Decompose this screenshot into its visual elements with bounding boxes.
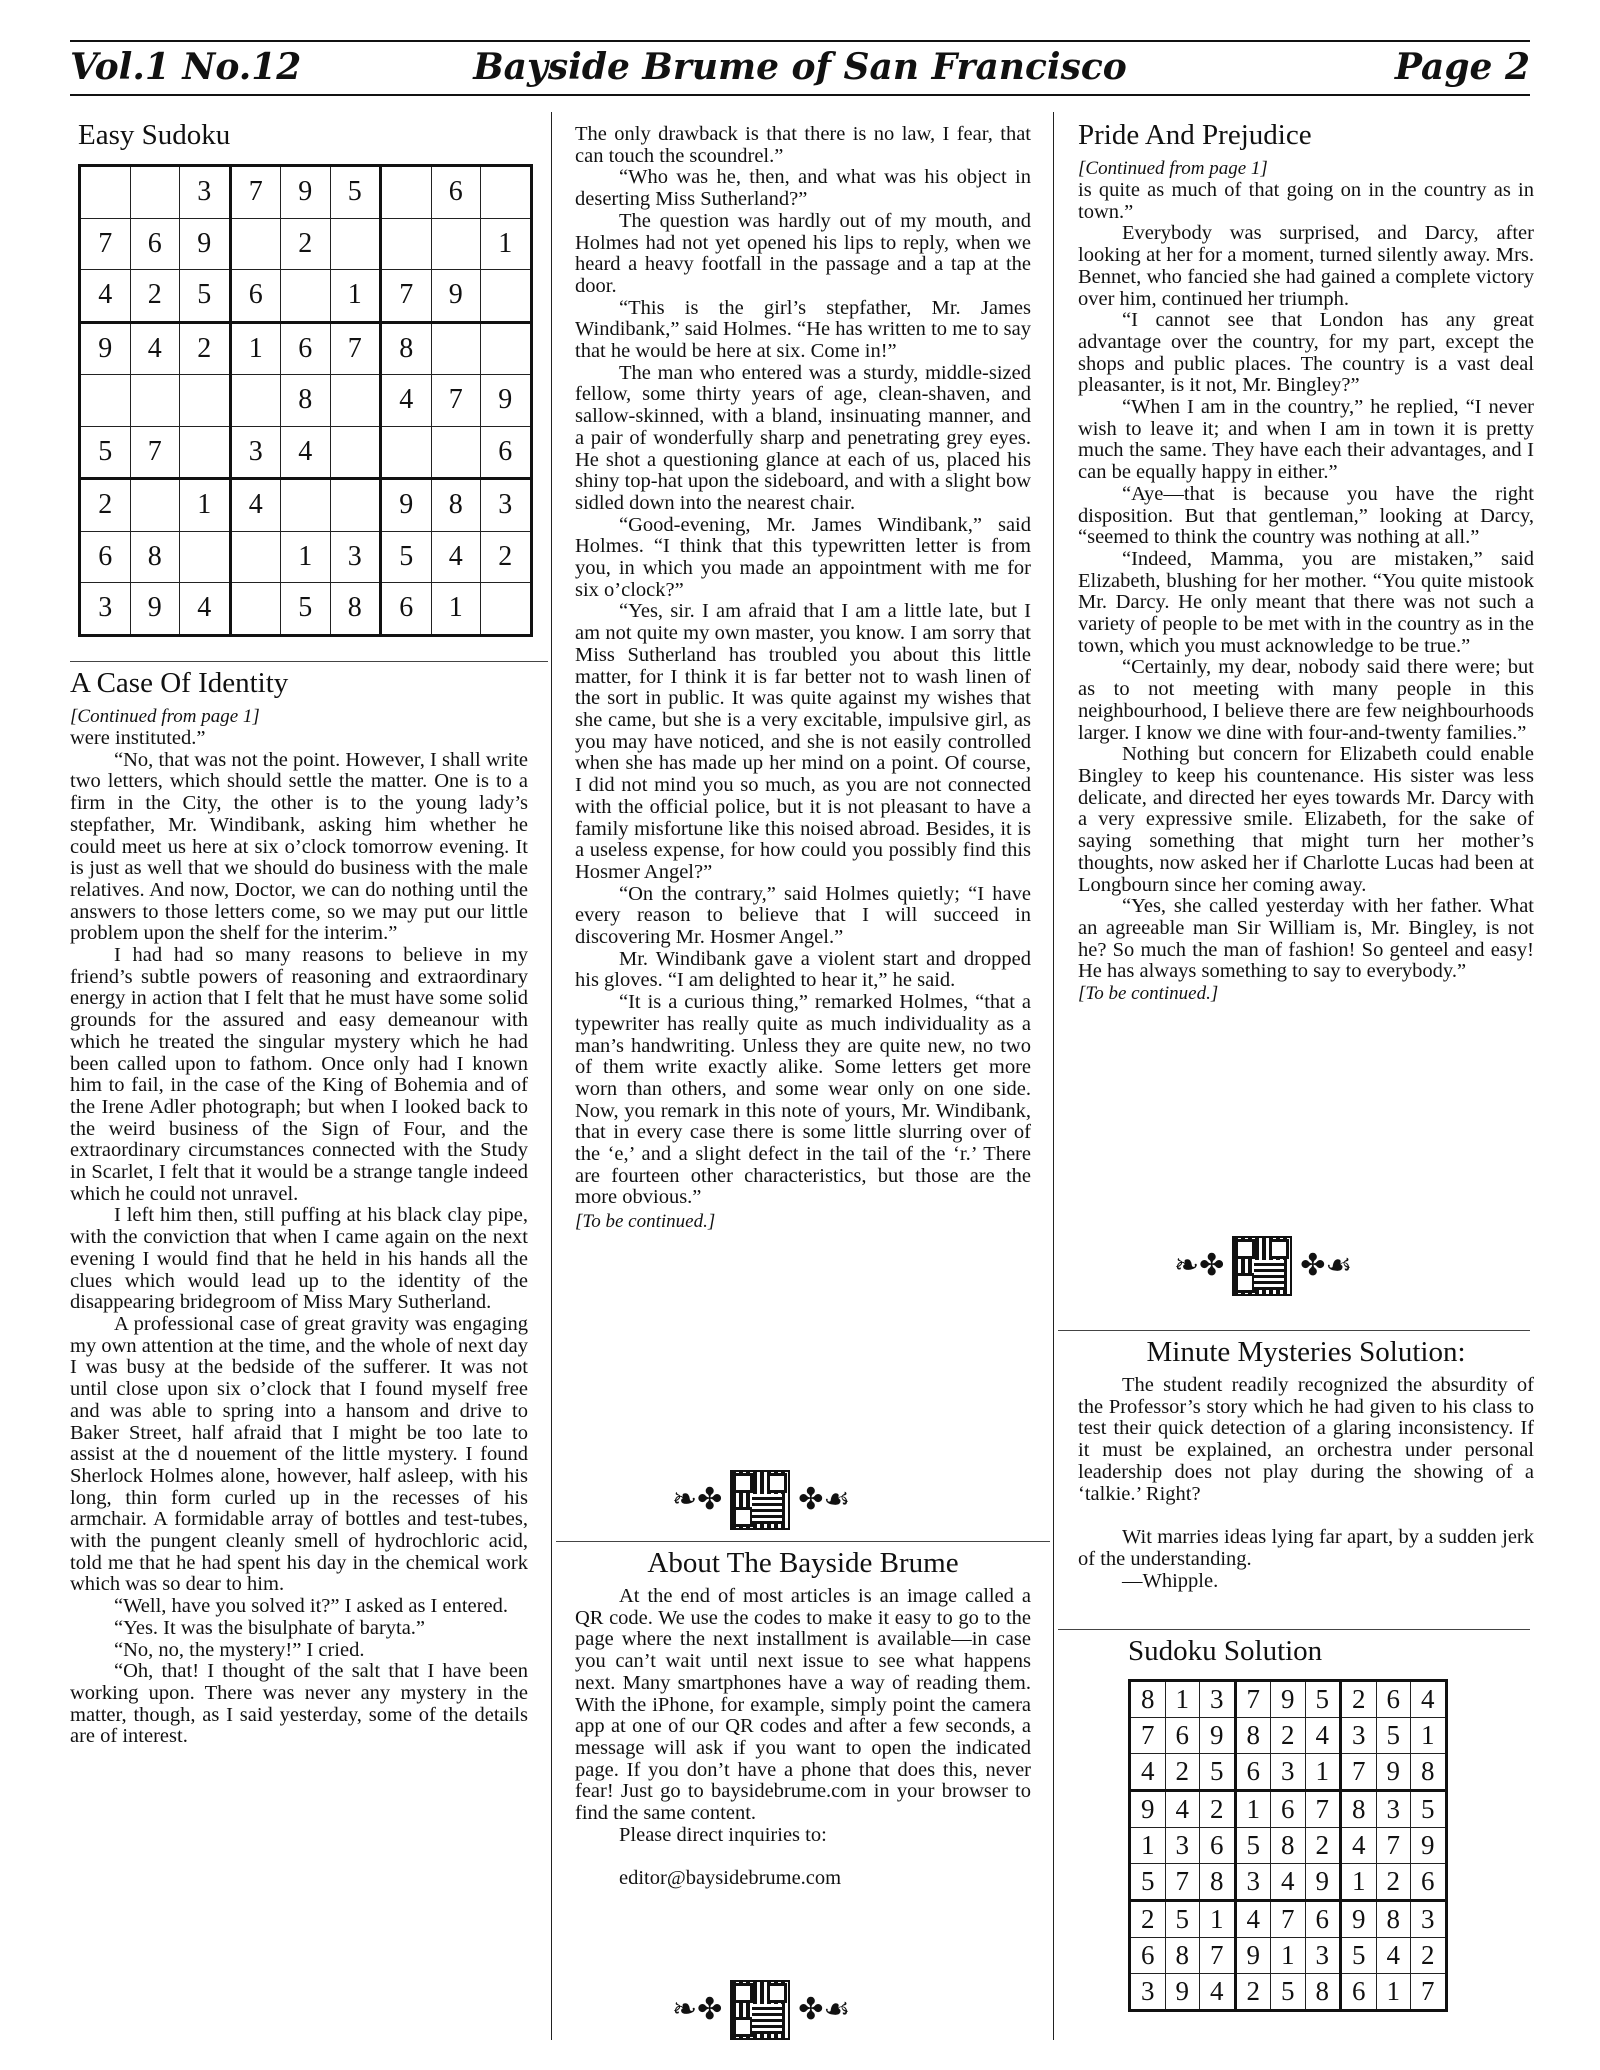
sudoku-cell: [481, 166, 532, 219]
sudoku-cell: 3: [230, 426, 281, 479]
minute-mysteries-section: [1078, 1335, 1534, 1592]
sudoku-cell: 2: [1130, 1901, 1166, 1938]
sudoku-cell: 8: [1376, 1901, 1411, 1938]
sudoku-cell: 7: [381, 270, 432, 323]
sudoku-cell: 7: [230, 166, 281, 219]
sudoku-row: [80, 375, 532, 427]
paragraph: “Yes, sir. I am afraid that I am a little late, but I am not quite my own master, you know. I am sorry that Miss Sutherland has troubled you about this little matter, for I think it is far better not to wash linen of the sort in public. It was quite against my wishes that she came, but she is a very excitable, impulsive girl, as you may have noticed, and she is not easily controlled when she has made up her mind on a point. Of course, I did not mind you so much, as you are not connected with the official police, but it is not pleasant to have a family misfortune like this noised abroad. Besides, it is a useless expense, for how could you possibly find this Hosmer Angel?”: [575, 600, 1031, 883]
paragraph: “Yes, she called yesterday with her father. What an agreeable man Sir William is, Mr. Bingley, is not he? So much the man of fashion! So genteel and easy! He has always something to say to everybody.”: [1078, 895, 1534, 983]
sudoku-cell: 1: [1130, 1828, 1166, 1864]
sudoku-cell: [80, 166, 131, 219]
sudoku-row: [1130, 1828, 1447, 1864]
sudoku-cell: 6: [1411, 1864, 1447, 1901]
sudoku-cell: 2: [1305, 1828, 1341, 1864]
pride-and-prejudice-article: [1078, 118, 1534, 1005]
sudoku-cell: 1: [230, 322, 281, 375]
sudoku-cell: 6: [230, 270, 281, 323]
continued-note: [Continued from page 1]: [70, 706, 260, 727]
paragraph: I left him then, still puffing at his black clay pipe, with the conviction that when I came again on the next evening I would find that he held in his hands all the clues which would lead up to the identity of the disappearing bridegroom of Miss Mary Sutherland.: [70, 1204, 528, 1314]
sudoku-cell: 7: [1411, 1974, 1447, 2011]
paragraph: “Oh, that! I thought of the salt that I have been working upon. There was never any mystery in the matter, though, as I said yesterday, some of the details are of interest.: [70, 1660, 528, 1748]
flourish-left-icon: ❧✤: [672, 1483, 723, 1516]
sudoku-cell: [431, 322, 481, 375]
sudoku-cell: 9: [431, 270, 481, 323]
sudoku-cell: 4: [230, 479, 281, 532]
sudoku-cell: [180, 375, 231, 427]
sudoku-cell: 2: [481, 531, 532, 583]
sudoku-cell: 5: [330, 166, 381, 219]
sudoku-cell: 5: [1200, 1754, 1236, 1791]
sudoku-cell: 8: [1411, 1754, 1447, 1791]
sudoku-cell: 5: [1411, 1791, 1447, 1828]
sudoku-cell: [230, 218, 281, 270]
sudoku-cell: 6: [481, 426, 532, 479]
sudoku-cell: [330, 375, 381, 427]
sudoku-cell: 8: [431, 479, 481, 532]
sudoku-row: [80, 531, 532, 583]
sudoku-cell: 1: [431, 583, 481, 636]
article-body: [70, 728, 528, 1748]
sudoku-cell: 5: [1271, 1974, 1306, 2011]
sudoku-cell: 5: [1130, 1864, 1166, 1901]
sudoku-row: [1130, 1901, 1447, 1938]
paragraph: were instituted.”: [70, 727, 206, 749]
quote-attribution: —Whipple.: [1122, 1569, 1219, 1592]
sudoku-cell: [130, 479, 180, 532]
sudoku-cell: 9: [281, 166, 331, 219]
sudoku-cell: 3: [1376, 1791, 1411, 1828]
paragraph: The question was hardly out of my mouth, and Holmes had not yet opened his lips to reply, when we heard a heavy footfall in the passage and a tap at the door.: [575, 209, 1031, 297]
easy-sudoku-heading: Easy Sudoku: [78, 119, 231, 151]
sudoku-cell: 2: [180, 322, 231, 375]
sudoku-cell: 2: [1165, 1754, 1200, 1791]
sudoku-cell: 5: [80, 426, 131, 479]
sudoku-row: [1130, 1718, 1447, 1754]
sudoku-cell: 8: [1165, 1938, 1200, 1974]
sudoku-cell: [330, 426, 381, 479]
sudoku-cell: 9: [1376, 1754, 1411, 1791]
minute-mysteries-text: The student readily recognized the absurdity of the Professor’s story which he had given to his class to test their quick detection of a glaring inconsistency. If it must be explained, an orchestra under personal leadership does not play during the showing of a ‘talkie.’ Right?: [1078, 1374, 1534, 1505]
sudoku-cell: 3: [180, 166, 231, 219]
paragraph: Everybody was surprised, and Darcy, after looking at her for a moment, turned silently away. Mrs. Bennet, who fancied she had gained a complete victory over him, continued her triumph.: [1078, 222, 1534, 310]
sudoku-cell: 1: [1235, 1791, 1271, 1828]
sudoku-cell: 7: [1235, 1681, 1271, 1718]
sudoku-cell: 4: [431, 531, 481, 583]
sudoku-cell: [431, 218, 481, 270]
paragraph: “Good-evening, Mr. James Windibank,” said Holmes. “I think that this typewritten letter is from you, in which you made an appointment with me for six o’clock?”: [575, 513, 1031, 601]
sudoku-cell: [230, 531, 281, 583]
flourish-right-icon: ✤☙: [1300, 1249, 1353, 1282]
paragraph: “Well, have you solved it?” I asked as I entered.: [114, 1595, 508, 1618]
sudoku-row: [80, 322, 532, 375]
sudoku-row: [80, 426, 532, 479]
sudoku-cell: 6: [1165, 1718, 1200, 1754]
sudoku-cell: 1: [1411, 1718, 1447, 1754]
sudoku-cell: 2: [1271, 1718, 1306, 1754]
sudoku-cell: 1: [1376, 1974, 1411, 2011]
sudoku-row: [80, 270, 532, 323]
paragraph: “Certainly, my dear, nobody said there were; but as to not meeting with many people in this neighbourhood, I believe there are few neighbourhoods larger. I know we dine with four-and-twenty families.”: [1078, 656, 1534, 744]
sudoku-cell: 3: [1305, 1938, 1341, 1974]
paragraph: “No, no, the mystery!” I cried.: [114, 1638, 365, 1661]
sudoku-cell: 6: [1200, 1828, 1236, 1864]
sudoku-cell: 2: [1235, 1974, 1271, 2011]
paragraph: “It is a curious thing,” remarked Holmes, “that a typewriter has really quite as much individuality as a man’s handwriting. Unless they are quite new, no two of them write exactly alike. Some letters get more worn than others, and some wear only on one side. Now, you remark in this note of yours, Mr. Windibank, that in every case there is some little slurring over of the ‘e,’ and a slight defect in the tail of the ‘r.’ There are fourteen other characteristics, but those are the more obvious.”: [575, 991, 1031, 1209]
sudoku-cell: [381, 218, 432, 270]
sudoku-cell: 2: [80, 479, 131, 532]
sudoku-row: [1130, 1938, 1447, 1974]
case-of-identity-continuation: [575, 124, 1031, 1233]
sudoku-cell: 9: [80, 322, 131, 375]
sudoku-cell: 1: [1165, 1681, 1200, 1718]
sudoku-cell: [281, 270, 331, 323]
sudoku-cell: [330, 218, 381, 270]
sudoku-cell: 3: [80, 583, 131, 636]
sudoku-cell: 9: [1271, 1681, 1306, 1718]
sudoku-cell: 9: [1411, 1828, 1447, 1864]
sudoku-cell: 5: [1165, 1901, 1200, 1938]
sudoku-cell: 6: [1376, 1681, 1411, 1718]
paragraph: “When I am in the country,” he replied, “I never wish to leave it; and when I am in town it is pretty much the same. They have each their advantages, and I can be equally happy in either.”: [1078, 396, 1534, 484]
sudoku-cell: 4: [1305, 1718, 1341, 1754]
about-section: [575, 1546, 1031, 1890]
paragraph: “Aye—that is because you have the right disposition. But that gentleman,” looking at Darcy, “seemed to think the country was nothing at all.”: [1078, 482, 1534, 549]
sudoku-row: [80, 166, 532, 219]
sudoku-cell: [180, 531, 231, 583]
sudoku-cell: 4: [180, 583, 231, 636]
email-link[interactable]: editor@baysidebrume.com: [619, 1867, 842, 1890]
sudoku-cell: 7: [1200, 1938, 1236, 1974]
flourish-right-icon: ✤☙: [798, 1993, 851, 2026]
sudoku-cell: 9: [1200, 1718, 1236, 1754]
paragraph: The man who entered was a sturdy, middle-sized fellow, some thirty years of age, clean-shaven, and sallow-skinned, with a bland, insinuating manner, and a pair of wonderfully sharp and penetrating grey eyes. He shot a questioning glance at each of us, placed his shiny top-hat upon the sideboard, and with a slight bow sidled down into the nearest chair.: [575, 361, 1031, 514]
paragraph: Nothing but concern for Elizabeth could enable Bingley to keep his countenance. His sister was less delicate, and directed her eyes towards Mr. Darcy with a very expressive smile. Elizabeth, for the sake of saying something that might turn her mother’s thoughts, now asked her if Charlotte Lucas had been at Longbourn since her coming away.: [1078, 743, 1534, 896]
sudoku-cell: [381, 166, 432, 219]
sudoku-cell: 9: [1341, 1901, 1377, 1938]
paragraph: “Who was he, then, and what was his object in deserting Miss Sutherland?”: [575, 166, 1031, 211]
sudoku-cell: 4: [1376, 1938, 1411, 1974]
sudoku-cell: 8: [281, 375, 331, 427]
sudoku-cell: 7: [130, 426, 180, 479]
sudoku-cell: 2: [281, 218, 331, 270]
sudoku-cell: 4: [381, 375, 432, 427]
page-number: Page 2: [1394, 46, 1530, 88]
paragraph: The only drawback is that there is no law, I fear, that can touch the scoundrel.”: [575, 123, 1031, 167]
sudoku-solution-section: [1128, 1634, 1528, 1674]
sudoku-cell: 4: [1130, 1754, 1166, 1791]
sudoku-cell: 1: [1271, 1938, 1306, 1974]
sudoku-cell: [481, 583, 532, 636]
sudoku-row: [1130, 1974, 1447, 2011]
sudoku-cell: 7: [1271, 1901, 1306, 1938]
sudoku-cell: 4: [130, 322, 180, 375]
sudoku-cell: 8: [1130, 1681, 1166, 1718]
sudoku-cell: 8: [1200, 1864, 1236, 1901]
sudoku-cell: 3: [1411, 1901, 1447, 1938]
article-body-continued: [575, 124, 1031, 1209]
sudoku-row: [80, 218, 532, 270]
sudoku-cell: 9: [1165, 1974, 1200, 2011]
sudoku-cell: 3: [1271, 1754, 1306, 1791]
sudoku-cell: 3: [330, 531, 381, 583]
sudoku-cell: 1: [1200, 1901, 1236, 1938]
qr-code-icon[interactable]: [730, 1980, 790, 2040]
sudoku-cell: 6: [1341, 1974, 1377, 2011]
sudoku-cell: 6: [1271, 1791, 1306, 1828]
sudoku-cell: 2: [130, 270, 180, 323]
easy-sudoku-section: [78, 118, 548, 158]
sudoku-cell: 6: [80, 531, 131, 583]
sudoku-cell: [330, 479, 381, 532]
sudoku-cell: 8: [1341, 1791, 1377, 1828]
paragraph: I had had so many reasons to believe in my friend’s subtle powers of reasoning and extraordinary energy in action that I felt that he must have some solid grounds for the assured and easy demeanour with which he treated the singular mystery which he had been called upon to fathom. Once only had I known him to fail, in the case of the King of Bohemia and of the Irene Adler photograph; but when I looked back to the weird business of the Sign of Four, and the extraordinary circumstances connected with the Study in Scarlet, I felt that it would be a strange tangle indeed which he could not unravel.: [70, 944, 528, 1205]
paragraph: “I cannot see that London has any great advantage over the country, for my part, except the shops and public places. The country is a vast deal pleasanter, is it not, Mr. Bingley?”: [1078, 309, 1534, 397]
flourish-left-icon: ❧✤: [1174, 1249, 1225, 1282]
sudoku-cell: 1: [180, 479, 231, 532]
sudoku-cell: [381, 426, 432, 479]
sudoku-cell: 6: [431, 166, 481, 219]
sudoku-cell: 1: [1305, 1754, 1341, 1791]
sudoku-cell: 1: [1341, 1864, 1377, 1901]
sudoku-cell: 3: [1130, 1974, 1166, 2011]
sudoku-row: [1130, 1791, 1447, 1828]
sudoku-cell: 1: [281, 531, 331, 583]
sudoku-cell: 4: [1341, 1828, 1377, 1864]
sudoku-row: [1130, 1754, 1447, 1791]
sudoku-cell: 5: [1235, 1828, 1271, 1864]
sudoku-cell: [180, 426, 231, 479]
sudoku-cell: 6: [1235, 1754, 1271, 1791]
sudoku-cell: 7: [431, 375, 481, 427]
sudoku-cell: 2: [1341, 1681, 1377, 1718]
section-divider: [1058, 1330, 1530, 1331]
qr-code-icon[interactable]: [1232, 1236, 1292, 1296]
sudoku-row: [80, 583, 532, 636]
minute-mysteries-heading: Minute Mysteries Solution:: [1146, 1336, 1466, 1368]
paragraph: “This is the girl’s stepfather, Mr. James Windibank,” said Holmes. “He has written to me to say that he would be here at six. Come in!”: [575, 296, 1031, 363]
sudoku-cell: [130, 375, 180, 427]
flourish-right-icon: ✤☙: [798, 1483, 851, 1516]
article-body: [1078, 180, 1534, 983]
sudoku-cell: 1: [330, 270, 381, 323]
newspaper-title: Bayside Brume of San Francisco: [473, 46, 1127, 88]
sudoku-cell: [431, 426, 481, 479]
masthead: [70, 40, 1530, 96]
sudoku-cell: [130, 166, 180, 219]
sudoku-cell: 4: [1235, 1901, 1271, 1938]
continued-note: [Continued from page 1]: [1078, 158, 1268, 179]
sudoku-row: [1130, 1864, 1447, 1901]
sudoku-cell: 3: [1341, 1718, 1377, 1754]
sudoku-cell: 7: [1341, 1754, 1377, 1791]
sudoku-cell: [80, 375, 131, 427]
paragraph: Mr. Windibank gave a violent start and dropped his gloves. “I am delighted to hear it,” he said.: [575, 947, 1031, 992]
paragraph: A professional case of great gravity was engaging my own attention at the time, and the whole of next day I was busy at the bedside of the sufferer. It was not until close upon six o’clock that I found myself free and was able to spring into a hansom and drive to Baker Street, half afraid that I might be too late to assist at the d nouement of the little mystery. I found Sherlock Holmes alone, however, half asleep, with his long, thin form curled up in the recesses of his armchair. A formidable array of bottles and test-tubes, with the pungent cleanly smell of hydrochloric acid, told me that he had spent his day in the chemical work which was so dear to him.: [70, 1312, 528, 1596]
article-ornament: [1174, 1236, 1352, 1296]
sudoku-cell: 2: [1376, 1864, 1411, 1901]
sudoku-cell: 2: [1200, 1791, 1236, 1828]
sudoku-cell: [230, 375, 281, 427]
sudoku-cell: 8: [130, 531, 180, 583]
sudoku-cell: 6: [130, 218, 180, 270]
sudoku-cell: 9: [1130, 1791, 1166, 1828]
sudoku-cell: 2: [1411, 1938, 1447, 1974]
sudoku-cell: 6: [1305, 1901, 1341, 1938]
column-divider: [1053, 112, 1054, 2040]
sudoku-cell: 4: [80, 270, 131, 323]
about-text: At the end of most articles is an image called a QR code. We use the codes to make it easy to go to the page where the next installment is available—in case you can’t wait until next issue to see what happens next. Many smartphones have a way of reading them. With the iPhone, for example, simply point the camera app at one of our QR codes and after a few seconds, a message will ask if you want to open the indicated page. If you don’t have a phone that does this, never fear! Just go to baysidebrume.com in your browser to find the same content.: [575, 1585, 1031, 1825]
sudoku-cell: 4: [1271, 1864, 1306, 1901]
sudoku-cell: 9: [180, 218, 231, 270]
sudoku-cell: 7: [80, 218, 131, 270]
sudoku-cell: 7: [1305, 1791, 1341, 1828]
quote-text: Wit marries ideas lying far apart, by a sudden jerk of the understanding.: [1078, 1526, 1534, 1570]
volume-number: Vol.1 No.12: [70, 46, 302, 88]
sudoku-cell: 7: [1130, 1718, 1166, 1754]
sudoku-cell: 3: [1165, 1828, 1200, 1864]
sudoku-cell: 4: [281, 426, 331, 479]
sudoku-cell: [230, 583, 281, 636]
sudoku-cell: 7: [330, 322, 381, 375]
paragraph: “Indeed, Mamma, you are mistaken,” said Elizabeth, blushing for her mother. “You quite mistook Mr. Darcy. He only meant that there was not such a variety of people to be met with in the country as in the town, which you must acknowledge to be true.”: [1078, 547, 1534, 657]
sudoku-cell: 5: [381, 531, 432, 583]
sudoku-cell: 8: [330, 583, 381, 636]
sudoku-cell: 7: [1376, 1828, 1411, 1864]
sudoku-cell: 4: [1165, 1791, 1200, 1828]
sudoku-cell: 8: [381, 322, 432, 375]
to-be-continued-note: [To be continued.]: [575, 1211, 716, 1233]
paragraph: “On the contrary,” said Holmes quietly; “I have every reason to believe that I will succeed in discovering Mr. Hosmer Angel.”: [575, 882, 1031, 949]
paragraph: “Yes. It was the bisulphate of baryta.”: [114, 1616, 426, 1639]
section-divider: [70, 661, 548, 662]
sudoku-cell: [281, 479, 331, 532]
sudoku-cell: 4: [1200, 1974, 1236, 2011]
column-divider: [551, 112, 552, 2040]
sudoku-cell: 3: [1235, 1864, 1271, 1901]
sudoku-row: [1130, 1681, 1447, 1718]
sudoku-solution-heading: Sudoku Solution: [1128, 1635, 1323, 1667]
sudoku-cell: 5: [180, 270, 231, 323]
sudoku-cell: [481, 322, 532, 375]
sudoku-cell: 9: [1305, 1864, 1341, 1901]
to-be-continued-note: [To be continued.]: [1078, 983, 1219, 1005]
about-ornament: [672, 1980, 850, 2040]
sudoku-cell: 4: [1411, 1681, 1447, 1718]
sudoku-cell: 1: [481, 218, 532, 270]
sudoku-cell: 5: [281, 583, 331, 636]
sudoku-cell: 6: [281, 322, 331, 375]
sudoku-puzzle-grid: [78, 164, 533, 637]
paragraph: “No, that was not the point. However, I shall write two letters, which should settle the matter. One is to a firm in the City, the other is to the young lady’s stepfather, Mr. Windibank, asking him whether he could meet us here at six o’clock tomorrow evening. It is just as well that we should do business with the male relatives. And now, Doctor, we can do nothing until the answers to those letters come, so we may put our little problem upon the shelf for the interim.”: [70, 748, 528, 945]
sudoku-cell: 5: [1376, 1718, 1411, 1754]
sudoku-solution-grid: [1128, 1679, 1448, 2012]
flourish-left-icon: ❧✤: [672, 1993, 723, 2026]
article-ornament: [672, 1470, 850, 1530]
about-heading: About The Bayside Brume: [647, 1547, 959, 1579]
sudoku-cell: 8: [1235, 1718, 1271, 1754]
sudoku-row: [80, 479, 532, 532]
sudoku-cell: 6: [1130, 1938, 1166, 1974]
qr-code-icon[interactable]: [730, 1470, 790, 1530]
paragraph: is quite as much of that going on in the country as in town.”: [1078, 179, 1534, 223]
sudoku-cell: 8: [1271, 1828, 1306, 1864]
sudoku-cell: 3: [481, 479, 532, 532]
case-of-identity-article: [70, 666, 528, 1748]
sudoku-cell: 8: [1305, 1974, 1341, 2011]
sudoku-cell: 6: [381, 583, 432, 636]
section-divider: [556, 1541, 1050, 1542]
sudoku-cell: 5: [1341, 1938, 1377, 1974]
section-divider: [1058, 1629, 1530, 1630]
sudoku-cell: 7: [1165, 1864, 1200, 1901]
sudoku-cell: 3: [1200, 1681, 1236, 1718]
sudoku-cell: 5: [1305, 1681, 1341, 1718]
sudoku-cell: 9: [1235, 1938, 1271, 1974]
sudoku-cell: 9: [381, 479, 432, 532]
case-of-identity-heading: A Case Of Identity: [70, 667, 289, 699]
pride-heading: Pride And Prejudice: [1078, 119, 1312, 151]
inquiries-text: Please direct inquiries to:: [619, 1823, 827, 1846]
sudoku-cell: 9: [130, 583, 180, 636]
sudoku-cell: [481, 270, 532, 323]
sudoku-cell: 9: [481, 375, 532, 427]
